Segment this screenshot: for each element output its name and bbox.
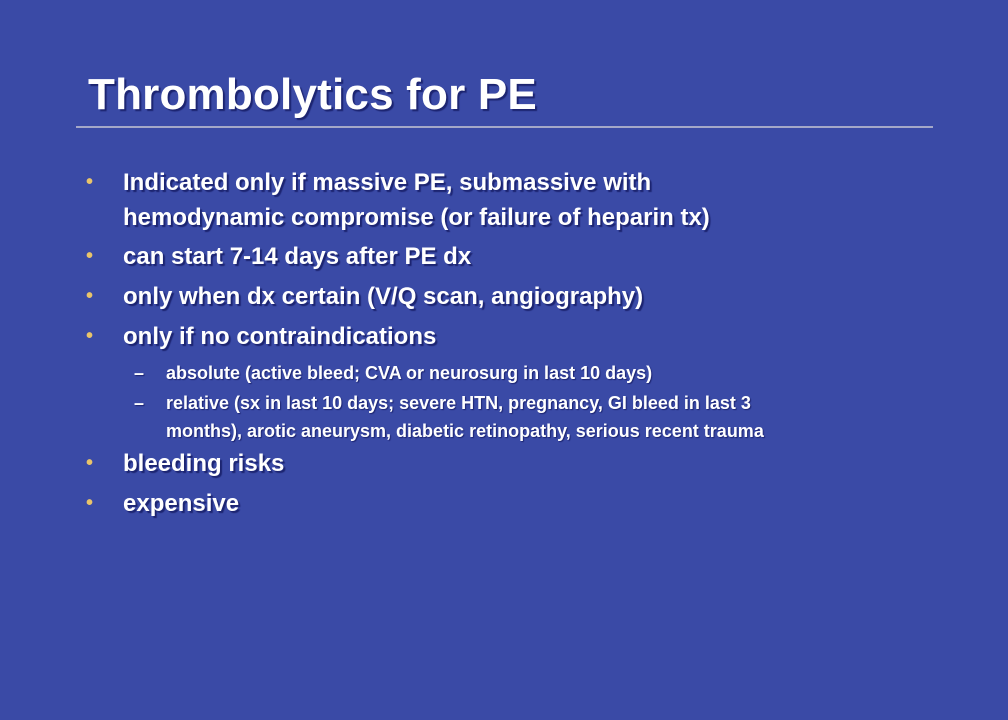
sub-bullet-item [134,359,886,387]
bullet-line: bleeding risks [123,450,285,477]
bullet-marker: • [86,285,94,307]
bullet-line: can start 7-14 days after PE dx [123,243,472,270]
slide-title: Thrombolytics for PE [88,70,537,119]
sub-bullet-line: absolute (active bleed; CVA or neurosurg in last 10 days) [166,363,653,383]
bullet-marker: • [86,245,94,267]
bullet-item [86,165,883,235]
bullet-item [86,486,883,521]
bullet-marker: • [86,325,94,347]
bullet-item [86,446,883,481]
bullet-line: hemodynamic compromise (or failure of heparin tx) [123,204,710,231]
bullet-line: only if no contraindications [123,323,437,350]
sub-bullet-line: relative (sx in last 10 days; severe HTN, pregnancy, GI bleed in last 3 [166,393,751,413]
bullet-item [86,279,883,314]
bullet-marker: • [86,492,94,514]
sub-bullet-item [134,389,886,445]
sub-bullet-marker: – [134,363,145,383]
bullet-marker: • [86,171,94,193]
bullet-line: Indicated only if massive PE, submassive with [123,169,652,196]
bullet-marker: • [86,452,94,474]
sub-bullet-marker: – [134,393,145,413]
bullet-line: only when dx certain (V/Q scan, angiography) [123,283,644,310]
sub-bullet-line: months), arotic aneurysm, diabetic retinopathy, serious recent trauma [166,421,764,441]
title-divider [76,126,933,128]
bullet-line: expensive [123,490,240,517]
bullet-item [86,319,883,354]
bullet-item [86,239,883,274]
